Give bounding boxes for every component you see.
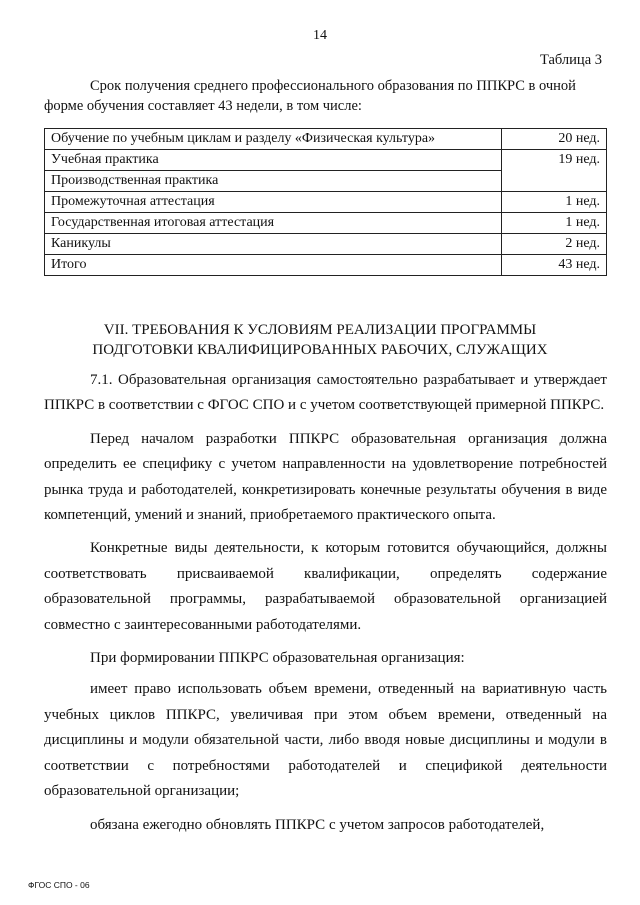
row-value: 19 нед.: [502, 150, 607, 192]
table-row: [45, 255, 607, 276]
paragraph: При формировании ППКРС образовательная организация:: [90, 650, 465, 667]
row-value: 43 нед.: [502, 255, 607, 276]
paragraph: 7.1. Образовательная организация самостоятельно разрабатывает и утверждает ППКРС в соответствии с ФГОС СПО и с учетом соответствующей примерной ППКРС.: [44, 372, 607, 414]
table-row: [45, 129, 607, 150]
row-value: 1 нед.: [502, 213, 607, 234]
paragraph: имеет право использовать объем времени, отведенный на вариативную часть учебных циклов ППКРС, увеличивая при этом объем времени, отведенный на дисциплины и модули обязательной части, либо вводя новые дисциплины и модули в соответствии с потребностями работодателей и спецификой деятельности образовательной организации;: [44, 681, 607, 800]
paragraph: Конкретные виды деятельности, к которым готовится обучающийся, должны соответствовать присваиваемой квалификации, определять содержание образовательной программы, разрабатываемой образовательной организацией совместно с заинтересованными работодателями.: [44, 540, 607, 633]
body-text: [44, 368, 607, 846]
row-label: Каникулы: [45, 234, 502, 255]
row-label: Государственная итоговая аттестация: [45, 213, 502, 234]
section-title-line: ПОДГОТОВКИ КВАЛИФИЦИРОВАННЫХ РАБОЧИХ, СЛУЖАЩИХ: [92, 342, 548, 358]
table-row: [45, 150, 607, 171]
table-row: [45, 192, 607, 213]
table-caption: Таблица 3: [539, 52, 602, 68]
row-value: 20 нед.: [502, 129, 607, 150]
duration-table: [44, 128, 607, 276]
row-label: Итого: [45, 255, 502, 276]
table-row: [45, 234, 607, 255]
row-label: Учебная практика: [45, 150, 502, 171]
row-value: 2 нед.: [502, 234, 607, 255]
row-label: Обучение по учебным циклам и разделу «Физическая культура»: [45, 129, 502, 150]
intro-paragraph: [44, 76, 604, 116]
row-value: 1 нед.: [502, 192, 607, 213]
paragraph: обязана ежегодно обновлять ППКРС с учетом запросов работодателей,: [90, 816, 545, 833]
row-label: Производственная практика: [45, 171, 502, 192]
footer-code: ФГОС СПО - 06: [28, 880, 90, 890]
row-label: Промежуточная аттестация: [45, 192, 502, 213]
intro-text: Срок получения среднего профессионального образования по ППКРС в очной форме обучения составляет 43 недели, в том числе:: [44, 78, 576, 114]
section-title: [0, 320, 640, 360]
table-row: [45, 213, 607, 234]
section-title-line: VII. ТРЕБОВАНИЯ К УСЛОВИЯМ РЕАЛИЗАЦИИ ПРОГРАММЫ: [103, 322, 537, 338]
paragraph: Перед началом разработки ППКРС образовательная организация должна определить ее специфику с учетом направленности на удовлетворение потребностей рынка труда и работодателей, конкретизировать конечные результаты обучения в виде компетенций, умений и знаний, приобретаемого практического опыта.: [44, 430, 607, 524]
page-number: 14: [313, 28, 327, 43]
